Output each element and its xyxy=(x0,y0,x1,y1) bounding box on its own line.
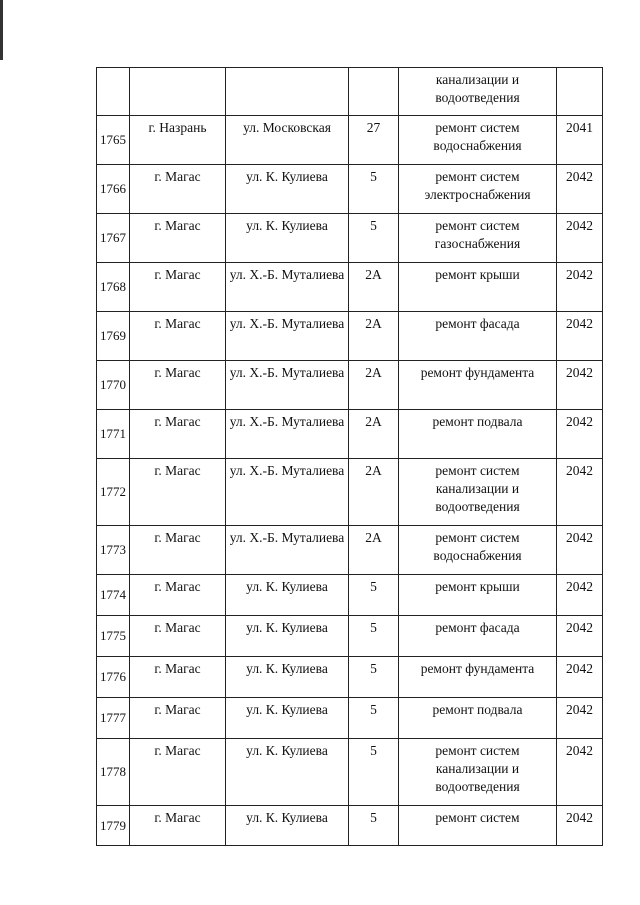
cell-house: 5 xyxy=(349,806,399,846)
table-row xyxy=(97,214,603,263)
table-row xyxy=(97,312,603,361)
cell-number: 1775 xyxy=(97,616,130,657)
table-row xyxy=(97,616,603,657)
scan-edge-mark xyxy=(0,0,3,60)
cell-city: г. Магас xyxy=(130,312,226,361)
table-row xyxy=(97,263,603,312)
cell-street: ул. К. Кулиева xyxy=(226,214,349,263)
table-row xyxy=(97,165,603,214)
cell-city xyxy=(130,68,226,116)
cell-work: ремонт систем электроснабжения xyxy=(399,165,557,214)
repair-schedule-table xyxy=(96,67,603,846)
cell-work: ремонт фасада xyxy=(399,312,557,361)
cell-number: 1774 xyxy=(97,575,130,616)
cell-house: 5 xyxy=(349,739,399,806)
cell-street: ул. К. Кулиева xyxy=(226,165,349,214)
table-row xyxy=(97,459,603,526)
table-row xyxy=(97,739,603,806)
cell-number: 1769 xyxy=(97,312,130,361)
cell-work: ремонт фундамента xyxy=(399,361,557,410)
cell-work: ремонт систем водоснабжения xyxy=(399,526,557,575)
cell-work: ремонт систем канализации и водоотведения xyxy=(399,739,557,806)
cell-number: 1768 xyxy=(97,263,130,312)
cell-house: 5 xyxy=(349,616,399,657)
table-row xyxy=(97,698,603,739)
cell-street: ул. Х.-Б. Муталиева xyxy=(226,312,349,361)
cell-work: канализации и водоотведения xyxy=(399,68,557,116)
cell-street: ул. Х.-Б. Муталиева xyxy=(226,410,349,459)
cell-street: ул. К. Кулиева xyxy=(226,575,349,616)
table-row xyxy=(97,526,603,575)
cell-city: г. Магас xyxy=(130,165,226,214)
cell-city: г. Магас xyxy=(130,526,226,575)
cell-house: 2А xyxy=(349,410,399,459)
cell-work: ремонт систем водоснабжения xyxy=(399,116,557,165)
cell-year xyxy=(557,68,603,116)
cell-street: ул. К. Кулиева xyxy=(226,806,349,846)
cell-work: ремонт систем газоснабжения xyxy=(399,214,557,263)
cell-number: 1777 xyxy=(97,698,130,739)
cell-year: 2042 xyxy=(557,616,603,657)
cell-work: ремонт крыши xyxy=(399,575,557,616)
cell-city: г. Магас xyxy=(130,214,226,263)
cell-number xyxy=(97,68,130,116)
cell-street: ул. К. Кулиева xyxy=(226,616,349,657)
cell-city: г. Магас xyxy=(130,263,226,312)
table-body xyxy=(97,68,603,846)
cell-city: г. Магас xyxy=(130,616,226,657)
cell-year: 2042 xyxy=(557,698,603,739)
cell-city: г. Магас xyxy=(130,459,226,526)
cell-street: ул. Х.-Б. Муталиева xyxy=(226,361,349,410)
table-row xyxy=(97,68,603,116)
table-row xyxy=(97,806,603,846)
cell-work: ремонт фасада xyxy=(399,616,557,657)
cell-work: ремонт систем xyxy=(399,806,557,846)
cell-street: ул. К. Кулиева xyxy=(226,657,349,698)
cell-street: ул. Х.-Б. Муталиева xyxy=(226,263,349,312)
cell-house: 5 xyxy=(349,698,399,739)
cell-city: г. Магас xyxy=(130,657,226,698)
cell-year: 2042 xyxy=(557,575,603,616)
table-row xyxy=(97,575,603,616)
cell-work: ремонт систем канализации и водоотведения xyxy=(399,459,557,526)
cell-number: 1766 xyxy=(97,165,130,214)
cell-work: ремонт подвала xyxy=(399,410,557,459)
cell-number: 1776 xyxy=(97,657,130,698)
cell-house: 5 xyxy=(349,657,399,698)
cell-year: 2042 xyxy=(557,806,603,846)
cell-city: г. Магас xyxy=(130,806,226,846)
cell-year: 2042 xyxy=(557,165,603,214)
cell-house xyxy=(349,68,399,116)
cell-city: г. Назрань xyxy=(130,116,226,165)
cell-number: 1779 xyxy=(97,806,130,846)
cell-year: 2042 xyxy=(557,526,603,575)
cell-year: 2042 xyxy=(557,361,603,410)
cell-house: 2А xyxy=(349,312,399,361)
cell-house: 2А xyxy=(349,361,399,410)
cell-street: ул. К. Кулиева xyxy=(226,739,349,806)
cell-street: ул. Х.-Б. Муталиева xyxy=(226,459,349,526)
table-row xyxy=(97,116,603,165)
cell-year: 2042 xyxy=(557,214,603,263)
cell-year: 2042 xyxy=(557,312,603,361)
table-row xyxy=(97,657,603,698)
cell-street: ул. Х.-Б. Муталиева xyxy=(226,526,349,575)
cell-city: г. Магас xyxy=(130,698,226,739)
cell-year: 2041 xyxy=(557,116,603,165)
cell-city: г. Магас xyxy=(130,361,226,410)
cell-street: ул. К. Кулиева xyxy=(226,698,349,739)
cell-number: 1770 xyxy=(97,361,130,410)
cell-house: 5 xyxy=(349,575,399,616)
cell-year: 2042 xyxy=(557,657,603,698)
cell-year: 2042 xyxy=(557,263,603,312)
cell-street: ул. Московская xyxy=(226,116,349,165)
cell-street xyxy=(226,68,349,116)
table-row xyxy=(97,410,603,459)
cell-house: 5 xyxy=(349,165,399,214)
table-row xyxy=(97,361,603,410)
cell-number: 1772 xyxy=(97,459,130,526)
cell-number: 1771 xyxy=(97,410,130,459)
cell-number: 1773 xyxy=(97,526,130,575)
cell-city: г. Магас xyxy=(130,739,226,806)
cell-city: г. Магас xyxy=(130,575,226,616)
cell-work: ремонт фундамента xyxy=(399,657,557,698)
cell-house: 5 xyxy=(349,214,399,263)
cell-house: 2А xyxy=(349,526,399,575)
cell-house: 2А xyxy=(349,263,399,312)
cell-work: ремонт подвала xyxy=(399,698,557,739)
cell-year: 2042 xyxy=(557,459,603,526)
cell-house: 2А xyxy=(349,459,399,526)
cell-work: ремонт крыши xyxy=(399,263,557,312)
cell-number: 1767 xyxy=(97,214,130,263)
cell-city: г. Магас xyxy=(130,410,226,459)
cell-number: 1778 xyxy=(97,739,130,806)
cell-year: 2042 xyxy=(557,410,603,459)
cell-house: 27 xyxy=(349,116,399,165)
cell-year: 2042 xyxy=(557,739,603,806)
cell-number: 1765 xyxy=(97,116,130,165)
